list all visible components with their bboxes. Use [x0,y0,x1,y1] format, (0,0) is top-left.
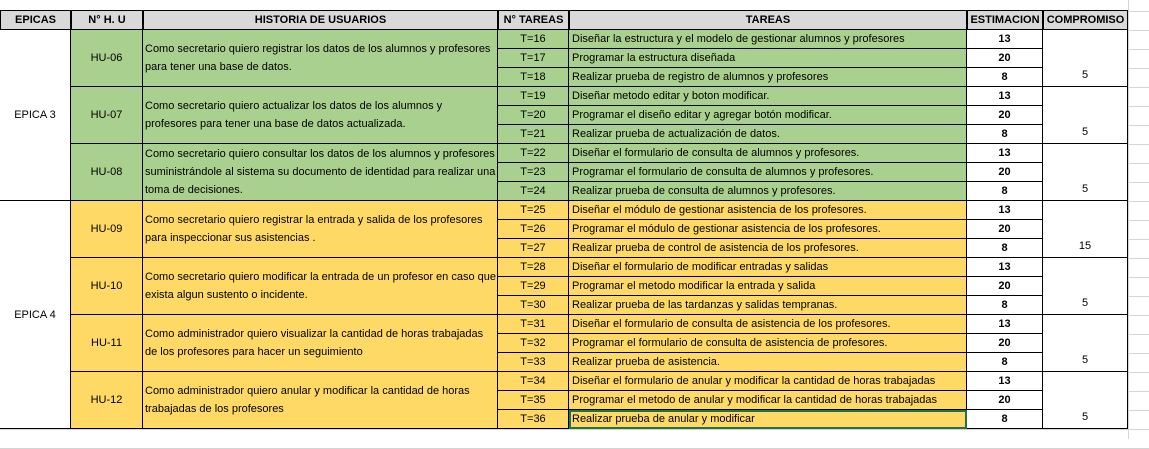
task-estimate[interactable]: 8 [967,125,1043,144]
task-description[interactable]: Realizar prueba de asistencia. [569,353,967,372]
story-compromiso[interactable]: 15 [1043,201,1128,258]
task-description[interactable]: Programar el diseño editar y agregar botón modificar. [569,106,967,125]
task-estimate[interactable]: 13 [967,372,1043,391]
task-estimate[interactable]: 13 [967,30,1043,49]
task-number[interactable]: T=22 [498,144,569,163]
task-number[interactable]: T=20 [498,106,569,125]
header-ntareas[interactable]: N° TAREAS [498,10,569,30]
task-estimate[interactable]: 8 [967,239,1043,258]
story-text[interactable]: Como secretario quiero modificar la entrada de un profesor en caso que exista algun sustento o incidente. [143,258,498,315]
story-id[interactable]: HU-10 [71,258,143,315]
story-text[interactable]: Como secretario quiero actualizar los datos de los alumnos y profesores para tener una base de datos actualizada. [143,87,498,144]
story-compromiso[interactable]: 5 [1043,144,1128,201]
task-number[interactable]: T=19 [498,87,569,106]
task-description[interactable]: Programar el metodo de anular y modificar la cantidad de horas trabajadas [569,391,967,410]
task-estimate[interactable]: 8 [967,68,1043,87]
story-text[interactable]: Como administrador quiero visualizar la cantidad de horas trabajadas de los profesores para hacer un seguimiento [143,315,498,372]
task-estimate[interactable]: 13 [967,144,1043,163]
header-epicas[interactable]: EPICAS [0,10,71,30]
task-estimate[interactable]: 8 [967,296,1043,315]
task-estimate[interactable]: 8 [967,410,1043,429]
story-text[interactable]: Como administrador quiero anular y modificar la cantidad de horas trabajadas de los profesores [143,372,498,429]
task-description[interactable]: Diseñar metodo editar y boton modificar. [569,87,967,106]
task-description[interactable]: Diseñar el formulario de modificar entradas y salidas [569,258,967,277]
task-number[interactable]: T=35 [498,391,569,410]
task-description[interactable]: Programar el metodo modificar la entrada y salida [569,277,967,296]
story-text[interactable]: Como secretario quiero consultar los datos de los alumnos y profesores suministrándole al sistema su documento de identidad para realizar una toma de decisiones. [143,144,498,201]
story-text[interactable]: Como secretario quiero registrar la entrada y salida de los profesores para inspeccionar sus asistencias . [143,201,498,258]
task-description[interactable]: Programar la estructura diseñada [569,49,967,68]
gridline [1128,0,1129,439]
task-estimate[interactable]: 20 [967,391,1043,410]
story-id[interactable]: HU-12 [71,372,143,429]
task-number[interactable]: T=26 [498,220,569,239]
story-compromiso[interactable]: 5 [1043,372,1128,429]
task-number[interactable]: T=27 [498,239,569,258]
task-description[interactable]: Diseñar el módulo de gestionar asistencia de los profesores. [569,201,967,220]
task-description[interactable]: Diseñar el formulario de anular y modificar la cantidad de horas trabajadas [569,372,967,391]
task-estimate[interactable]: 13 [967,87,1043,106]
epic-name[interactable]: EPICA 4 [0,201,71,429]
task-number[interactable]: T=36 [498,410,569,429]
task-description[interactable]: Diseñar el formulario de consulta de alumnos y profesores. [569,144,967,163]
task-description[interactable]: Realizar prueba de anular y modificar [569,410,967,429]
task-number[interactable]: T=29 [498,277,569,296]
task-estimate[interactable]: 13 [967,315,1043,334]
story-id[interactable]: HU-06 [71,30,143,87]
task-estimate[interactable]: 20 [967,220,1043,239]
story-compromiso[interactable]: 5 [1043,258,1128,315]
task-estimate[interactable]: 20 [967,163,1043,182]
story-id[interactable]: HU-07 [71,87,143,144]
gridline [0,429,1149,430]
task-number[interactable]: T=21 [498,125,569,144]
task-estimate[interactable]: 20 [967,49,1043,68]
task-number[interactable]: T=23 [498,163,569,182]
task-number[interactable]: T=34 [498,372,569,391]
task-description[interactable]: Programar el módulo de gestionar asistencia de los profesores. [569,220,967,239]
task-description[interactable]: Realizar prueba de consulta de alumnos y profesores. [569,182,967,201]
task-description[interactable]: Realizar prueba de las tardanzas y salidas tempranas. [569,296,967,315]
task-number[interactable]: T=18 [498,68,569,87]
header-nhu[interactable]: N° H. U [71,10,143,30]
task-description[interactable]: Realizar prueba de registro de alumnos y profesores [569,68,967,87]
task-description[interactable]: Programar el formulario de consulta de asistencia de profesores. [569,334,967,353]
story-id[interactable]: HU-09 [71,201,143,258]
task-estimate[interactable]: 13 [967,201,1043,220]
task-estimate[interactable]: 8 [967,182,1043,201]
header-compromiso[interactable]: COMPROMISO [1043,10,1128,30]
header-estimacion[interactable]: ESTIMACION [967,10,1043,30]
task-number[interactable]: T=32 [498,334,569,353]
task-number[interactable]: T=16 [498,30,569,49]
task-description[interactable]: Programar el formulario de consulta de alumnos y profesores. [569,163,967,182]
task-description[interactable]: Realizar prueba de control de asistencia de los profesores. [569,239,967,258]
task-number[interactable]: T=30 [498,296,569,315]
header-tareas[interactable]: TAREAS [569,10,967,30]
task-estimate[interactable]: 13 [967,258,1043,277]
task-estimate[interactable]: 20 [967,106,1043,125]
story-compromiso[interactable]: 5 [1043,315,1128,372]
story-id[interactable]: HU-11 [71,315,143,372]
header-historia[interactable]: HISTORIA DE USUARIOS [143,10,498,30]
task-description[interactable]: Diseñar el formulario de consulta de asistencia de los profesores. [569,315,967,334]
task-number[interactable]: T=33 [498,353,569,372]
epic-name[interactable]: EPICA 3 [0,30,71,201]
task-estimate[interactable]: 8 [967,353,1043,372]
task-number[interactable]: T=31 [498,315,569,334]
task-estimate[interactable]: 20 [967,277,1043,296]
story-id[interactable]: HU-08 [71,144,143,201]
story-text[interactable]: Como secretario quiero registrar los datos de los alumnos y profesores para tener una base de datos. [143,30,498,87]
task-estimate[interactable]: 20 [967,334,1043,353]
task-number[interactable]: T=24 [498,182,569,201]
story-compromiso[interactable]: 5 [1043,87,1128,144]
task-description[interactable]: Realizar prueba de actualización de datos. [569,125,967,144]
task-number[interactable]: T=25 [498,201,569,220]
story-compromiso[interactable]: 5 [1043,30,1128,87]
task-description[interactable]: Diseñar la estructura y el modelo de gestionar alumnos y profesores [569,30,967,49]
task-number[interactable]: T=28 [498,258,569,277]
task-number[interactable]: T=17 [498,49,569,68]
